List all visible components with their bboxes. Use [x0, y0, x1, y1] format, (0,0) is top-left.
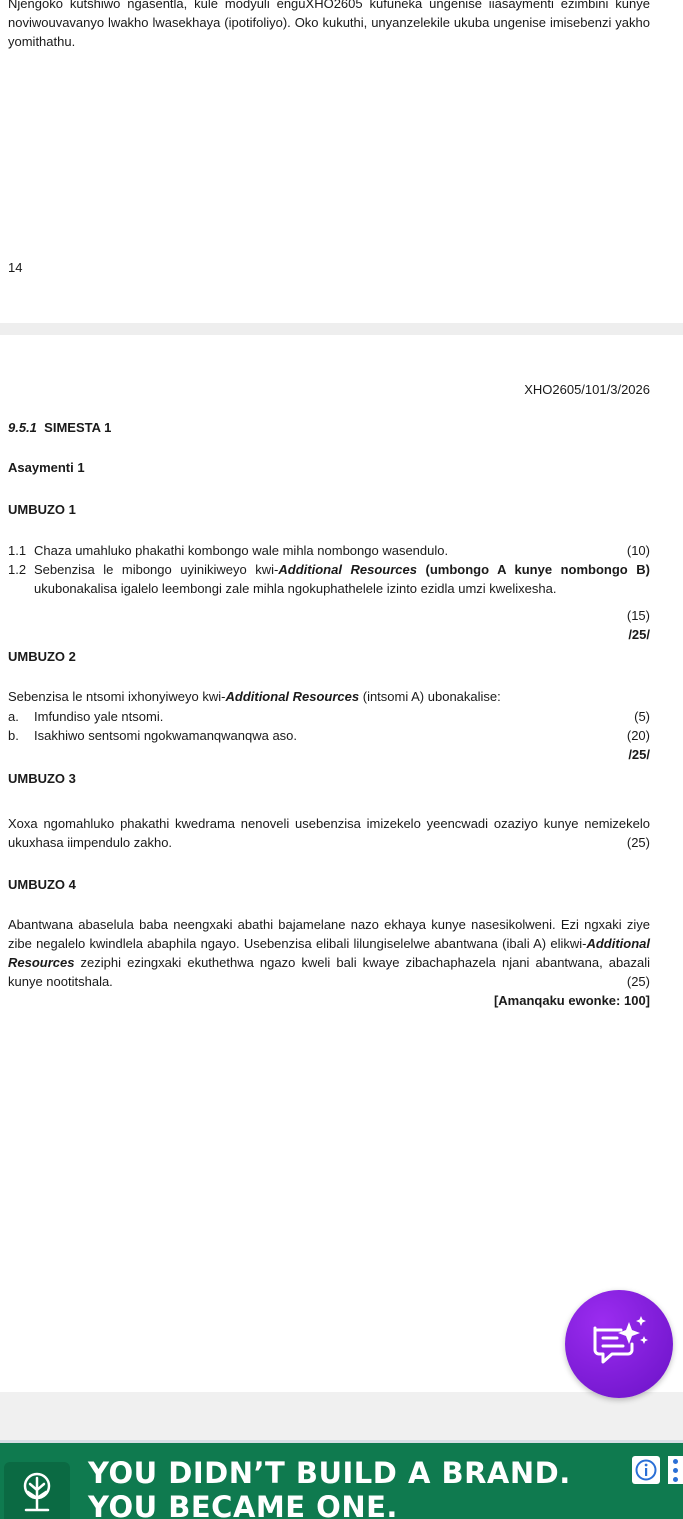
ad-border [0, 1440, 683, 1443]
marks: (10) [626, 543, 650, 558]
ad-headline-line-1: YOU DIDN’T BUILD A BRAND. [88, 1456, 571, 1490]
item-text: Isakhiwo sentsomi ngokwamanqwanqwa aso. [34, 728, 298, 743]
item-number: 1.1 [8, 543, 27, 558]
ad-banner[interactable] [0, 1440, 683, 1519]
item-text: Chaza umahluko phakathi kombongo wale mihla nombongo wasendulo. [34, 543, 449, 558]
question-2-heading: UMBUZO 2 [8, 649, 76, 664]
subtotal: /25/ [628, 627, 650, 642]
question-4-text: Abantwana abaselula baba neengxaki abathi bajamelane nazo ekhaya kunye nasesikolweni. Ezi ngxaki ziye zibe negalelo kwindlela abaphila ngayo. Usebenzisa elibali lilungiselelwe abantwana (ibali A) elikwi-Additional Resources zeziphi ezingxaki ekuthethwa ngazo kweli bali kwaye zibachaphazela njani abantwana, abazali kunye nootitshala. [8, 917, 650, 989]
section-number: 9.5.1 [8, 420, 37, 435]
ad-info-button[interactable] [632, 1456, 660, 1484]
document-page-14 [0, 0, 683, 323]
marks: (20) [626, 728, 650, 743]
intro-paragraph: Njengoko kutshiwo ngasentla, kule modyuli enguXHO2605 kufuneka ungenise iiasaymenti ezimbini kunye noviwouvavanyo lwakho lwasekhaya (ipotifoliyo). Oko kukuthi, unyanzelekile ukuba ungenise imisebenzi yakho yomithathu. [8, 0, 650, 49]
ad-brand-logo [4, 1462, 70, 1519]
question-4-heading: UMBUZO 4 [8, 877, 76, 892]
section-title: SIMESTA 1 [44, 420, 112, 435]
subtotal: /25/ [628, 747, 650, 762]
grand-total: [Amanqaku ewonke: 100] [493, 993, 650, 1008]
ad-headline-line-2: YOU BECAME ONE. [88, 1490, 398, 1519]
resource-link-text: Additional Resources [278, 562, 417, 577]
document-page [0, 335, 683, 1392]
item-text: Sebenzisa le mibongo uyinikiweyo kwi- [34, 562, 279, 577]
question-1-heading: UMBUZO 1 [8, 502, 76, 517]
ai-chat-sparkle-icon [589, 1316, 649, 1372]
marks: (15) [626, 608, 650, 623]
question-2-b [8, 726, 650, 745]
tree-logo-icon [18, 1472, 56, 1516]
marks: (25) [623, 972, 650, 991]
header-code: XHO2605/101/3/2026 [524, 382, 650, 397]
page-separator [0, 1392, 683, 1440]
assignment-title: Asaymenti 1 [8, 460, 85, 475]
question-2-intro: Sebenzisa le ntsomi ixhonyiweyo kwi-Additional Resources (intsomi A) ubonakalise: [8, 689, 501, 704]
page-separator [0, 323, 683, 335]
question-2-a [8, 707, 650, 726]
ad-headline[interactable] [88, 1456, 571, 1519]
question-3-heading: UMBUZO 3 [8, 771, 76, 786]
item-number: 1.2 [8, 562, 27, 577]
more-dot-icon [673, 1468, 678, 1473]
page-number: 14 [8, 260, 23, 275]
question-3-text: Xoxa ngomahluko phakathi kwedrama nenoveli usebenzisa imizekelo yeencwadi ozaziyo kunye nemizekelo ukuxhasa iimpendulo zakho. [8, 816, 650, 850]
question-1-2 [8, 560, 650, 598]
marks: (5) [634, 709, 650, 724]
item-label: b. [8, 728, 19, 743]
item-text-bold: (umbongo A kunye nombongo B) [425, 562, 650, 577]
item-text: Imfundiso yale ntsomi. [34, 709, 164, 724]
section-heading [8, 418, 111, 437]
ai-assistant-button[interactable] [565, 1290, 673, 1398]
question-1-1 [8, 541, 650, 560]
item-text: ukubonakalisa igalelo leembongi zale mihla ngokuphathelele izinto ezidla umzi kwelixesha. [34, 581, 557, 596]
more-dot-icon [673, 1459, 678, 1464]
ad-options-button[interactable] [668, 1456, 683, 1484]
info-icon [635, 1459, 657, 1481]
marks: (25) [626, 835, 650, 850]
item-label: a. [8, 709, 19, 724]
more-dot-icon [673, 1477, 678, 1482]
